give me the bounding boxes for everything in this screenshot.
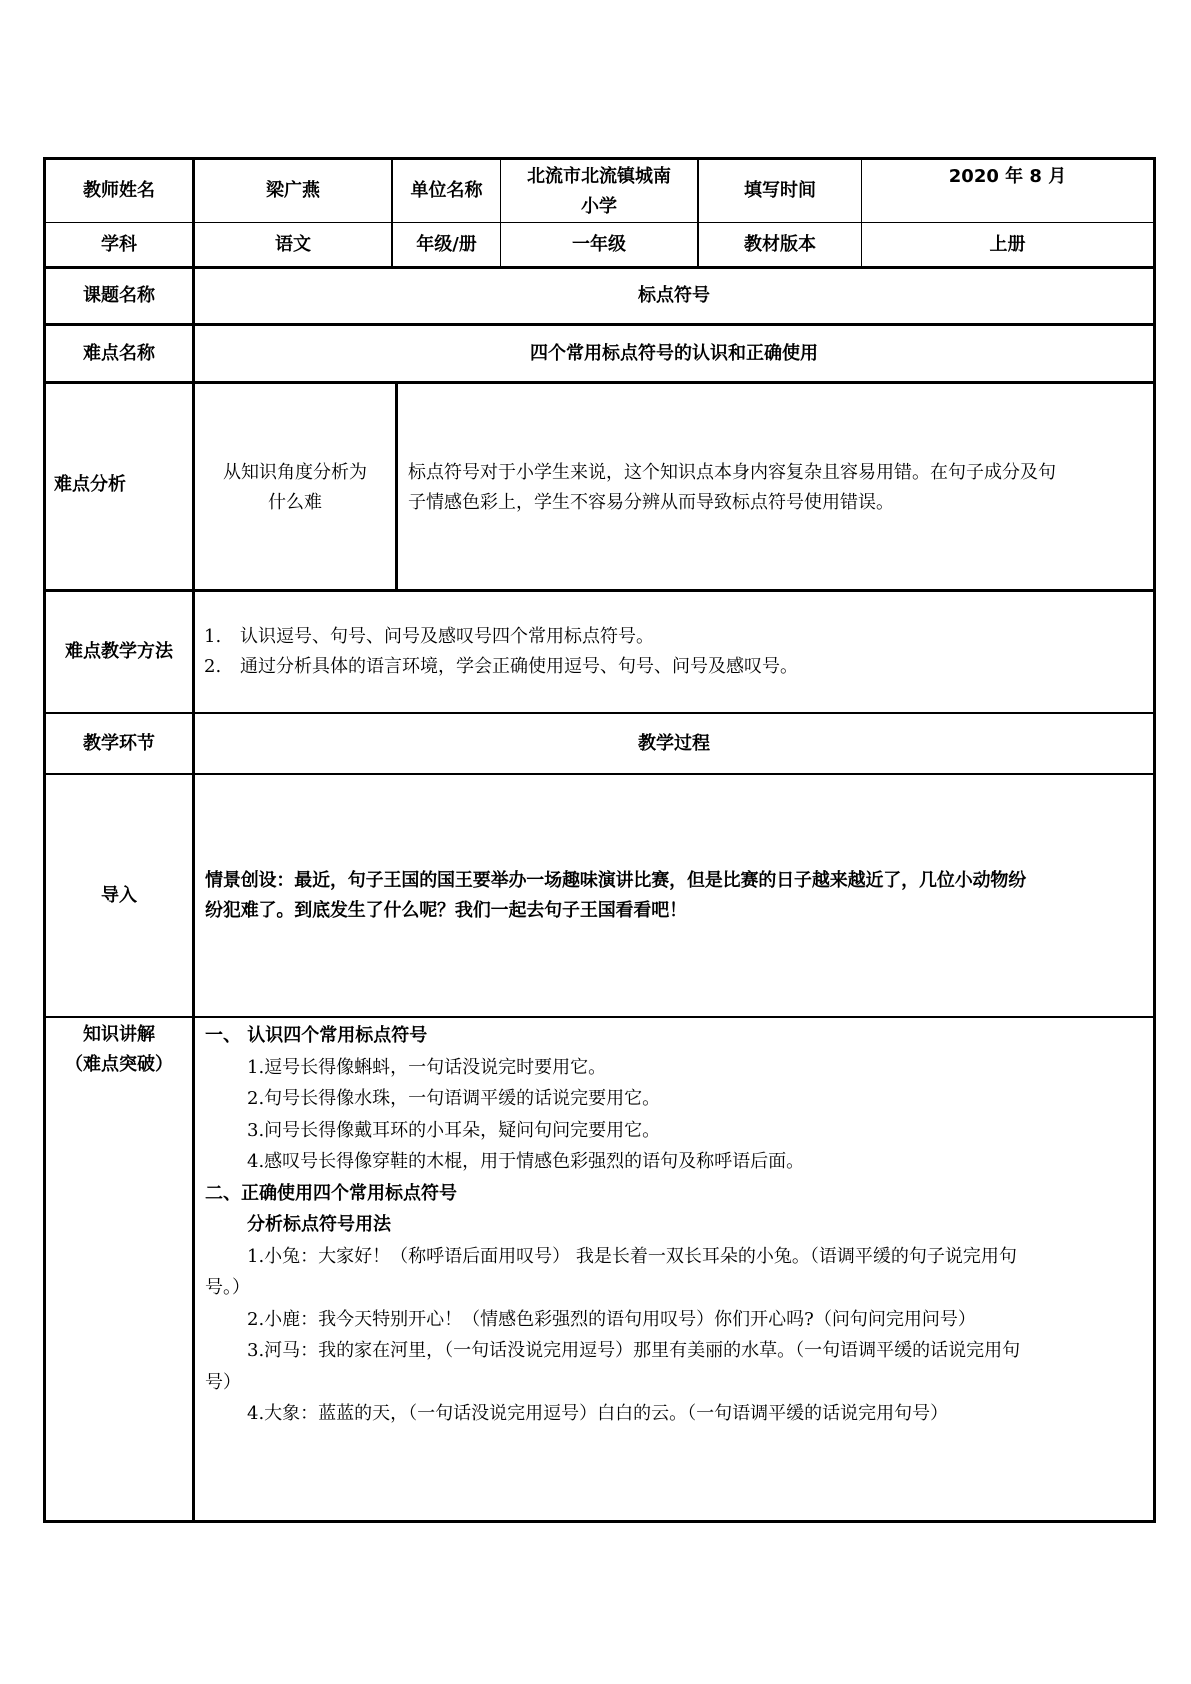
table-border-right	[1153, 157, 1156, 1523]
topic-value: 标点符号	[638, 285, 710, 306]
fill-time-value: 2020 年 8 月	[948, 166, 1067, 187]
analysis-sub-divider	[395, 381, 398, 591]
s1-item: 1.逗号长得像蝌蚪，一句话没说完时要用它。	[247, 1056, 607, 1078]
subject-label: 学科	[101, 233, 137, 255]
edition-value: 上册	[989, 233, 1026, 255]
unit-name-label: 单位名称	[410, 180, 483, 201]
example-2: 2.小鹿：我今天特别开心！（情感色彩强烈的语句用叹号）你们开心吗?（问句问完用问号）	[247, 1308, 976, 1330]
method-item-text: 通过分析具体的语言环境，学会正确使用逗号、句号、问号及感叹号。	[240, 656, 798, 677]
method-label: 难点教学方法	[65, 641, 173, 662]
teacher-name-value: 梁广燕	[266, 180, 320, 201]
method-item	[204, 652, 1144, 682]
row-sep-5	[43, 589, 1156, 592]
example-1-line2: 号。）	[205, 1277, 250, 1298]
method-item	[204, 622, 1144, 652]
unit-name-line2: 小学	[581, 196, 617, 217]
intro-line2: 纷犯难了。到底发生了什么呢？我们一起去句子王国看看吧！	[205, 900, 687, 921]
row-sep-7	[43, 773, 1156, 775]
s1-item: 4.感叹号长得像穿鞋的木棍，用于情感色彩强烈的语句及称呼语后面。	[247, 1151, 805, 1172]
unit-name-value	[501, 160, 697, 222]
example-3-line1: 3.河马：我的家在河里，（一句话没说完用逗号）那里有美丽的水草。（一句语调平缓的话说完用句	[247, 1340, 1021, 1361]
edition-label: 教材版本	[744, 233, 816, 255]
difficulty-label: 难点名称	[83, 342, 155, 364]
section2-title: 二、正确使用四个常用标点符号	[205, 1182, 457, 1204]
example-1-line1: 1.小兔：大家好！（称呼语后面用叹号） 我是长着一双长耳朵的小兔。（语调平缓的句子说完用句	[247, 1245, 1017, 1267]
knowledge-content	[205, 1020, 1150, 1424]
row-sep-4	[43, 381, 1156, 384]
process-header-value: 教学过程	[638, 732, 710, 754]
s1-item: 2.句号长得像水珠，一句语调平缓的话说完要用它。	[247, 1088, 661, 1109]
subject-value: 语文	[275, 233, 311, 255]
intro-line1: 情景创设：最近，句子王国的国王要举办一场趣味演讲比赛，但是比赛的日子越来越近了，几位小动物纷	[205, 870, 1027, 891]
analysis-line2: 子情感色彩上，学生不容易分辨从而导致标点符号使用错误。	[408, 492, 894, 513]
knowledge-label	[46, 1020, 192, 1084]
fill-time-label: 填写时间	[744, 180, 816, 201]
teacher-name-label: 教师姓名	[83, 180, 155, 201]
intro-label: 导入	[101, 884, 137, 906]
analysis-sub-label	[195, 458, 395, 522]
analysis-sub-label-line2: 什么难	[268, 492, 322, 513]
method-item-num: 1.	[204, 626, 222, 647]
example-3-line2: 号）	[205, 1371, 241, 1393]
grade-value: 一年级	[572, 233, 626, 255]
difficulty-value: 四个常用标点符号的认识和正确使用	[530, 342, 818, 364]
analysis-label: 难点分析	[54, 474, 126, 495]
method-item-num: 2.	[204, 656, 222, 677]
section2-subtitle: 分析标点符号用法	[247, 1214, 391, 1235]
method-list	[204, 622, 1144, 688]
knowledge-label-line2: （难点突破）	[65, 1054, 173, 1075]
topic-label: 课题名称	[83, 285, 155, 306]
grade-label: 年级/册	[416, 233, 477, 255]
analysis-sub-label-line1: 从知识角度分析为	[223, 462, 367, 483]
intro-content	[205, 866, 1150, 930]
knowledge-label-line1: 知识讲解	[83, 1024, 155, 1045]
analysis-line1: 标点符号对于小学生来说，这个知识点本身内容复杂且容易用错。在句子成分及句	[408, 462, 1056, 483]
analysis-content	[408, 458, 1148, 522]
section1-title: 一、 认识四个常用标点符号	[205, 1025, 428, 1046]
s1-item: 3.问号长得像戴耳环的小耳朵，疑问句问完要用它。	[247, 1119, 661, 1141]
row-sep-8	[43, 1016, 1156, 1018]
unit-name-line1: 北流市北流镇城南	[527, 166, 671, 187]
table-border-bottom	[43, 1520, 1156, 1523]
example-4: 4.大象：蓝蓝的天，（一句话没说完用逗号）白白的云。（一句语调平缓的话说完用句号）	[247, 1403, 949, 1424]
method-item-text: 认识逗号、句号、问号及感叹号四个常用标点符号。	[240, 626, 654, 647]
process-step-label: 教学环节	[83, 732, 155, 754]
